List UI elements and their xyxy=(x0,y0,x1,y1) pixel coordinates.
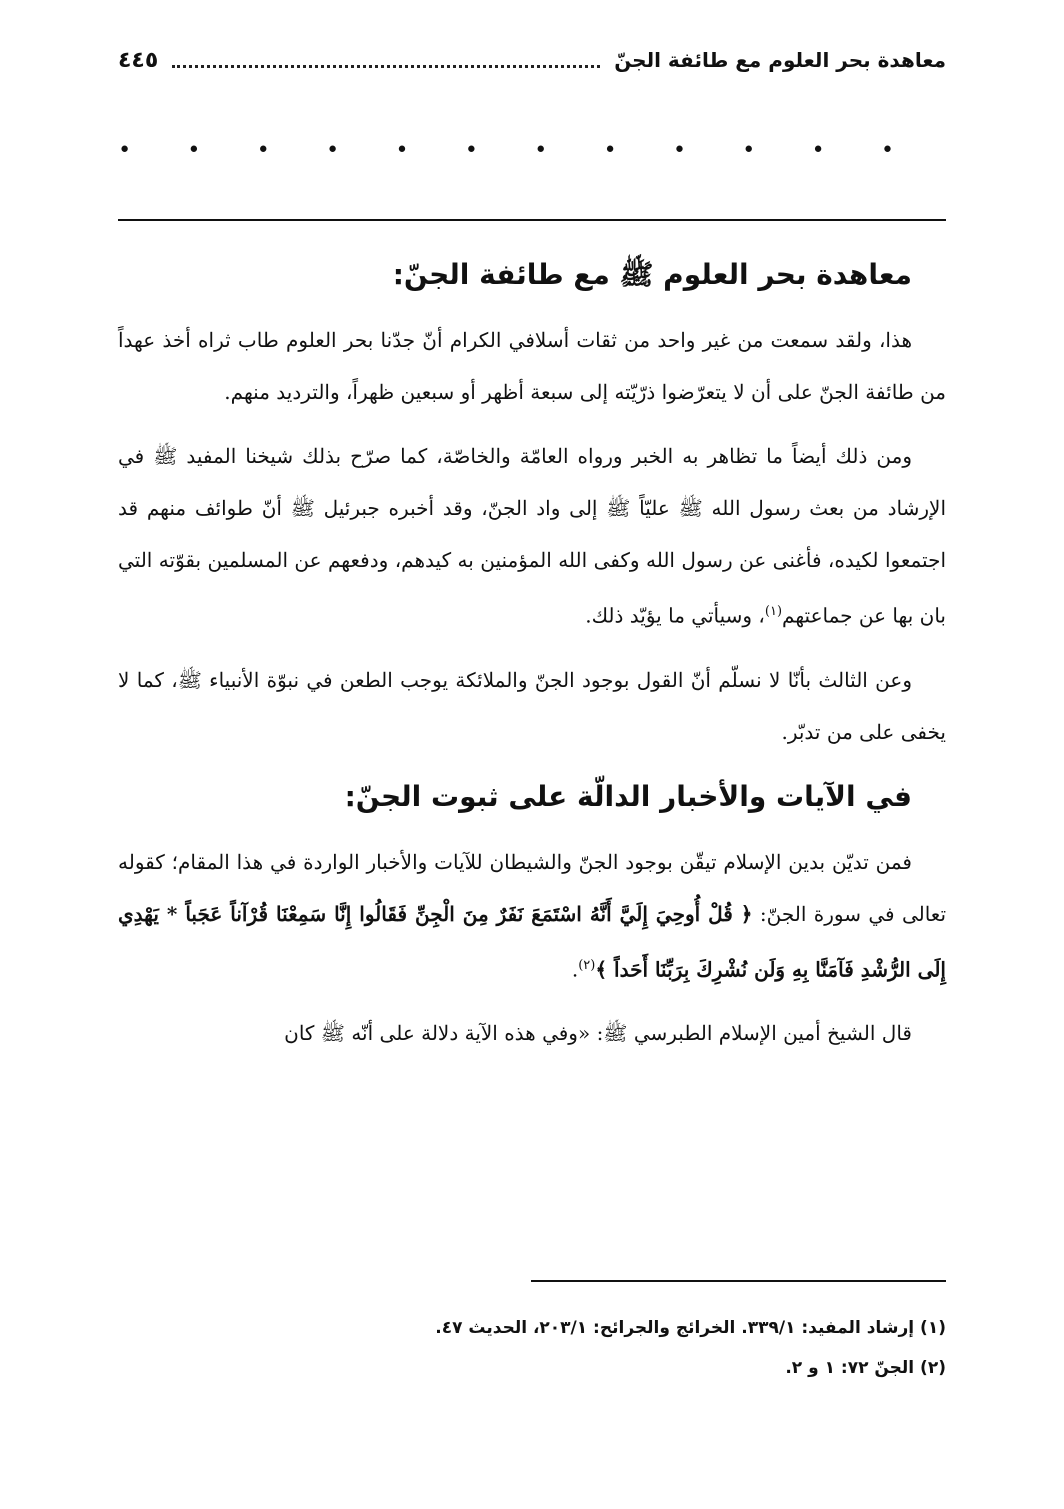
footnotes xyxy=(118,1308,946,1388)
paragraph: وعن الثالث بأنّا لا نسلّم أنّ القول بوجود الجنّ والملائكة يوجب الطعن في نبوّة الأنبياء ﷺ، كما لا يخفى على من تدبّر. xyxy=(118,667,946,744)
paragraph-text: فمن تديّن بدين الإسلام تيقّن بوجود الجنّ والشيطان للآيات والأخبار الواردة في هذا المقام؛ كقوله تعالى في سورة الجنّ: xyxy=(118,849,947,926)
footnote: (٢) الجنّ ٧٢: ١ و ٢. xyxy=(785,1358,946,1378)
running-header xyxy=(118,40,946,80)
separator-dot: • xyxy=(603,138,617,163)
separator-dot: • xyxy=(187,138,201,163)
footnote-rule xyxy=(531,1280,946,1282)
separator-dot: • xyxy=(326,138,340,163)
separator-dot: • xyxy=(811,138,825,163)
quran-verse: ﴿ قُلْ أُوحِيَ إِلَيَّ أَنَّهُ اسْتَمَعَ نَفَرٌ مِنَ الْجِنِّ فَقَالُوا إِنَّا سَمِعْنَا قُرْآناً عَجَباً * يَهْدِي إِلَى الرُّشْدِ فَآمَنَّا بِهِ وَلَن نُشْرِكَ بِرَبِّنَا أَحَداً ﴾ xyxy=(118,901,946,982)
separator-dot: • xyxy=(881,138,894,163)
separator-dot: • xyxy=(534,138,548,163)
separator-dot: • xyxy=(118,138,132,163)
main-text xyxy=(118,248,946,1071)
header-title: معاهدة بحر العلوم مع طائفة الجنّ xyxy=(614,48,946,72)
separator-dot: • xyxy=(256,138,270,163)
section-heading: في الآيات والأخبار الدالّة على ثبوت الجنّ: xyxy=(344,779,912,813)
separator-dot: • xyxy=(395,138,409,163)
dotted-leader xyxy=(172,65,600,68)
section-separator xyxy=(118,140,894,162)
separator-dot: • xyxy=(464,138,478,163)
header-rule xyxy=(118,219,946,221)
paragraph-text: ، وسيأتي ما يؤيّد ذلك. xyxy=(585,603,765,628)
paragraph-text: . xyxy=(571,957,579,982)
separator-dot: • xyxy=(672,138,686,163)
paragraph: قال الشيخ أمين الإسلام الطبرسي ﷺ: «وفي هذه الآية دلالة على أنّه ﷺ كان xyxy=(284,1021,912,1046)
footnote-ref: (١) xyxy=(764,604,783,619)
section-heading: معاهدة بحر العلوم ﷺ مع طائفة الجنّ: xyxy=(392,258,912,291)
separator-dot: • xyxy=(742,138,756,163)
paragraph: هذا، ولقد سمعت من غير واحد من ثقات أسلافي الكرام أنّ جدّنا بحر العلوم طاب ثراه أخذ عهداً من طائفة الجنّ على أن لا يتعرّضوا ذرّيّته إلى سبعة أظهر أو سبعين ظهراً، والترديد منهم. xyxy=(118,328,946,404)
footnote: (١) إرشاد المفيد: ٣٣٩/١. الخرائج والجرائح: ٢٠٣/١، الحديث ٤٧. xyxy=(435,1318,946,1338)
footnote-ref: (٢) xyxy=(578,957,596,973)
paragraph-text: ومن ذلك أيضاً ما تظاهر به الخبر ورواه العامّة والخاصّة، كما صرّح بذلك شيخنا المفيد ﷺ في الإرشاد من بعث رسول الله ﷺ عليّاً ﷺ إلى واد الجنّ، وقد أخبره جبرئيل ﷺ أنّ طوائف منهم قد اجتمعوا لكيده، فأغنى عن رسول الله وكفى الله المؤمنين به كيدهم، ودفعهم عن المسلمين بقوّته التي بان بها عن جماعتهم xyxy=(118,444,946,628)
page-number: ٤٤٥ xyxy=(118,47,159,73)
paragraph xyxy=(118,430,946,642)
paragraph xyxy=(118,836,946,996)
